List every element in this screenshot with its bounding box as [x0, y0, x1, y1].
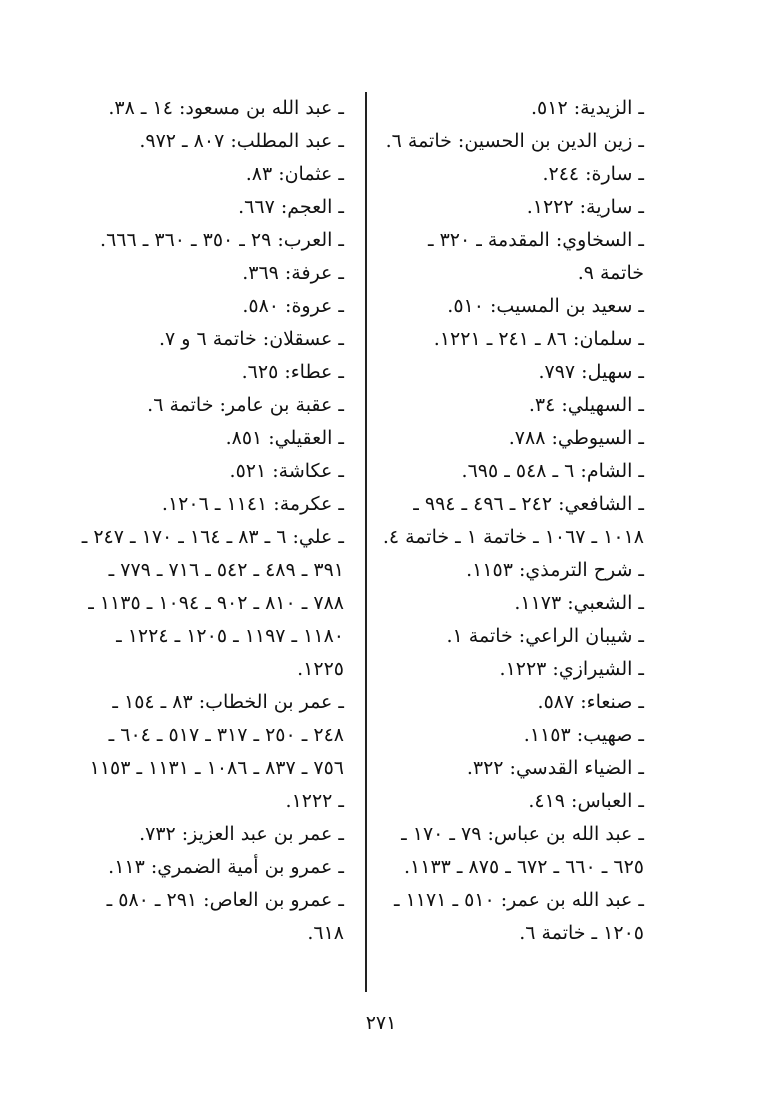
index-entry: ـ سلمان: ٨٦ ـ ٢٤١ ـ ١٢٢١. — [433, 328, 644, 350]
index-entry: ـ عبد الله بن عمر: ٥١٠ ـ ١١٧١ ـ ١٢٠٥ ـ خاتمة ٦. — [393, 889, 644, 944]
index-entry: ـ علي: ٦ ـ ٨٣ ـ ١٦٤ ـ ١٧٠ ـ ٢٤٧ ـ ٣٩١ ـ ٤٨٩ ـ ٥٤٢ ـ ٧١٦ ـ ٧٧٩ ـ ٧٨٨ ـ ٨١٠ ـ ٩٠٢ ـ ١٠٩٤ ـ ١١٣٥ ـ ١١٨٠ ـ ١١٩٧ ـ ١٢٠٥ ـ ١٢٢٤ ـ ١٢٢٥. — [81, 526, 344, 680]
index-entry: ـ الشيرازي: ١٢٢٣. — [499, 658, 644, 680]
index-entry: ـ العجم: ٦٦٧. — [238, 196, 344, 218]
index-entry: ـ سارة: ٢٤٤. — [542, 163, 644, 185]
index-entry: ـ صهيب: ١١٥٣. — [523, 724, 644, 746]
index-entry: ـ عمرو بن العاص: ٢٩١ ـ ٥٨٠ ـ ٦١٨. — [106, 889, 344, 944]
index-entry: ـ الضياء القدسي: ٣٢٢. — [466, 757, 644, 779]
index-entry: ـ عبد الله بن مسعود: ١٤ ـ ٣٨. — [108, 97, 344, 119]
index-entry: ـ سعيد بن المسيب: ٥١٠. — [447, 295, 644, 317]
index-entry: ـ عبد المطلب: ٨٠٧ ـ ٩٧٢. — [139, 130, 344, 152]
index-entry: ـ عقبة بن عامر: خاتمة ٦. — [147, 394, 344, 416]
index-entry: ـ العرب: ٢٩ ـ ٣٥٠ ـ ٣٦٠ ـ ٦٦٦. — [100, 229, 344, 251]
column-divider — [365, 92, 367, 992]
index-entry: ـ عكرمة: ١١٤١ ـ ١٢٠٦. — [161, 493, 344, 515]
index-entry: ـ العباس: ٤١٩. — [528, 790, 644, 812]
index-entry: ـ عسقلان: خاتمة ٦ و ٧. — [158, 328, 344, 350]
index-entry: ـ سارية: ١٢٢٢. — [526, 196, 644, 218]
index-entry: ـ شرح الترمذي: ١١٥٣. — [466, 559, 644, 581]
index-column-right — [380, 92, 644, 950]
index-entry: ـ شيبان الراعي: خاتمة ١. — [446, 625, 644, 647]
index-entry: ـ عبد الله بن عباس: ٧٩ ـ ١٧٠ ـ ٦٢٥ ـ ٦٦٠ ـ ٦٧٢ ـ ٨٧٥ ـ ١١٣٣. — [401, 823, 644, 878]
index-entry: ـ صنعاء: ٥٨٧. — [537, 691, 644, 713]
index-entry: ـ السخاوي: المقدمة ـ ٣٢٠ ـ خاتمة ٩. — [427, 229, 644, 284]
index-entry: ـ الزيدية: ٥١٢. — [530, 97, 644, 119]
index-entry: ـ عثمان: ٨٣. — [245, 163, 344, 185]
index-entry: ـ عطاء: ٦٢٥. — [241, 361, 344, 383]
index-entry: ـ السيوطي: ٧٨٨. — [508, 427, 644, 449]
index-entry: ـ زين الدين بن الحسين: خاتمة ٦. — [385, 130, 644, 152]
index-entry: ـ الشافعي: ٢٤٢ ـ ٤٩٦ ـ ٩٩٤ ـ ١٠١٨ ـ ١٠٦٧ ـ خاتمة ١ ـ خاتمة ٤. — [382, 493, 644, 548]
index-entry: ـ عمر بن الخطاب: ٨٣ ـ ١٥٤ ـ ٢٤٨ ـ ٢٥٠ ـ ٣١٧ ـ ٥١٧ ـ ٦٠٤ ـ ٧٥٦ ـ ٨٣٧ ـ ١٠٨٦ ـ ١١٣١ ـ ١١٥٣ ـ ١٢٢٢. — [89, 691, 344, 812]
index-entry: ـ السهيلي: ٣٤. — [528, 394, 644, 416]
index-entry: ـ الشام: ٦ ـ ٥٤٨ ـ ٦٩٥. — [461, 460, 644, 482]
index-entry: ـ عرفة: ٣٦٩. — [242, 262, 344, 284]
index-entry: ـ عمرو بن أمية الضمري: ١١٣. — [108, 856, 344, 878]
index-entry: ـ العقيلي: ٨٥١. — [225, 427, 344, 449]
index-entry: ـ سهيل: ٧٩٧. — [538, 361, 644, 383]
index-entry: ـ عكاشة: ٥٢١. — [229, 460, 344, 482]
page-number: ٢٧١ — [365, 1012, 397, 1034]
index-column-left — [80, 92, 344, 950]
index-entry: ـ الشعبي: ١١٧٣. — [514, 592, 644, 614]
index-entry: ـ عروة: ٥٨٠. — [242, 295, 344, 317]
index-entry: ـ عمر بن عبد العزيز: ٧٣٢. — [139, 823, 344, 845]
